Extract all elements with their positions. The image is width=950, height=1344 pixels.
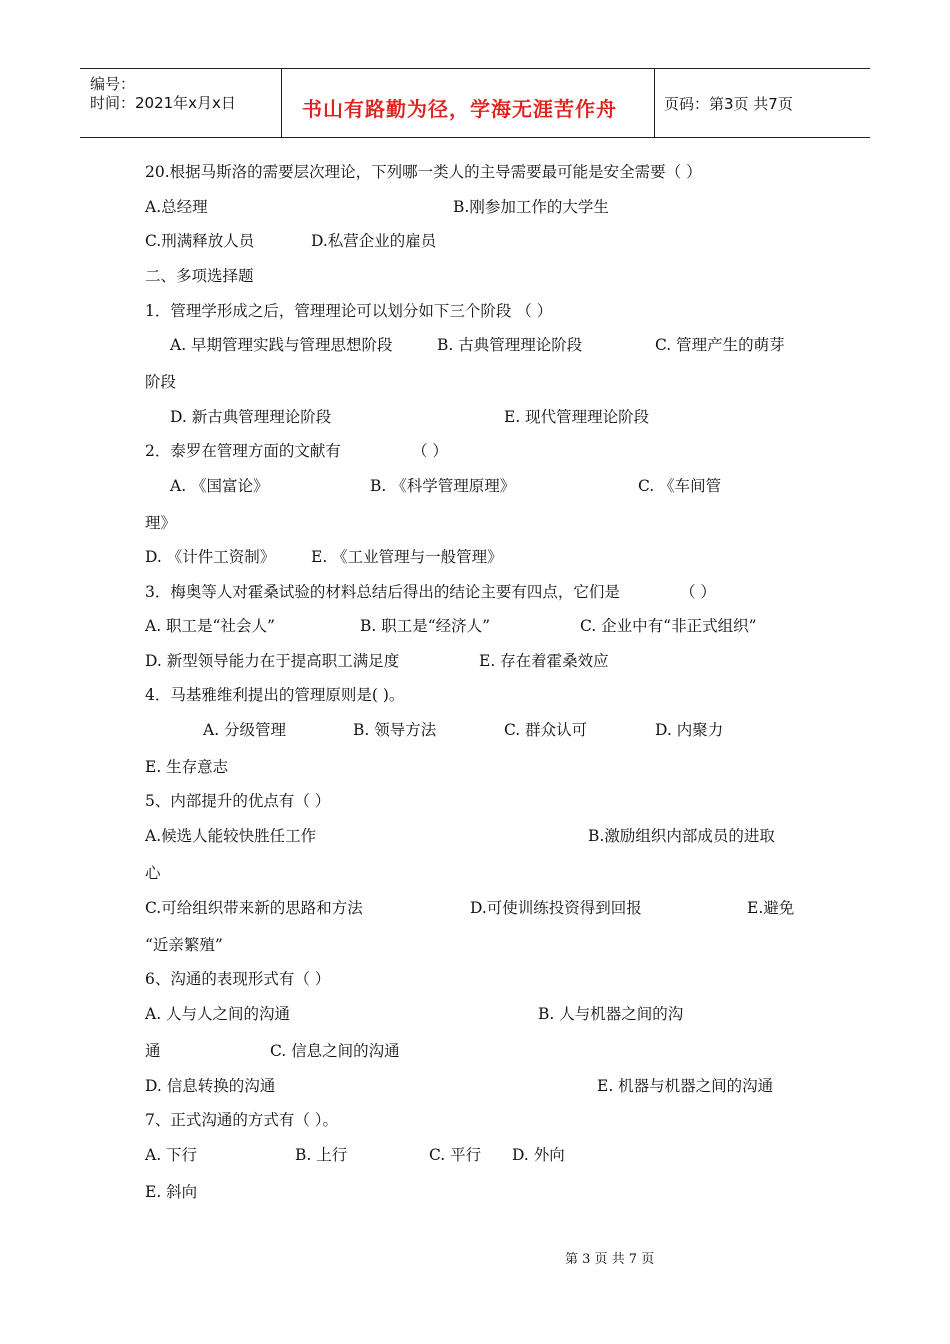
page-footer: 第 3 页 共 7 页 xyxy=(565,1252,655,1267)
section-heading-multiple-choice: 二、多项选择题 xyxy=(145,267,254,285)
q1-option-c-continued: 阶段 xyxy=(145,373,177,391)
q4-option-a: A. 分级管理 xyxy=(203,721,287,739)
q1-option-a: A. 早期管理实践与管理思想阶段 xyxy=(170,336,393,354)
q3-option-d: D. 新型领导能力在于提高职工满足度 xyxy=(145,652,400,670)
q7-option-c: C. 平行 xyxy=(429,1146,482,1164)
q5-option-b-continued: 心 xyxy=(145,864,161,882)
question-5: 5、内部提升的优点有（ ） xyxy=(145,792,331,810)
header-divider-left xyxy=(281,69,282,137)
q5-option-e: E.避免 xyxy=(747,899,795,917)
q4-option-d: D. 内聚力 xyxy=(655,721,724,739)
q5-option-d: D.可使训练投资得到回报 xyxy=(470,899,642,917)
q5-option-e-continued: “近亲繁殖” xyxy=(145,936,223,954)
q6-option-e: E. 机器与机器之间的沟通 xyxy=(597,1077,774,1095)
q20-option-d: D.私营企业的雇员 xyxy=(311,232,437,250)
q6-option-a: A. 人与人之间的沟通 xyxy=(145,1005,291,1023)
q4-option-e: E. 生存意志 xyxy=(145,758,229,776)
header-divider-right xyxy=(654,69,655,137)
q2-option-e: E. 《工业管理与一般管理》 xyxy=(311,548,503,566)
q20-option-b: B.刚参加工作的大学生 xyxy=(453,198,609,216)
q2-option-a: A. 《国富论》 xyxy=(170,477,269,495)
q6-option-b: B. 人与机器之间的沟 xyxy=(538,1005,684,1023)
q7-option-d: D. 外向 xyxy=(512,1146,565,1164)
q2-option-d: D. 《计件工资制》 xyxy=(145,548,276,566)
question-7: 7、正式沟通的方式有（ ）。 xyxy=(145,1111,339,1129)
q2-option-b: B. 《科学管理原理》 xyxy=(370,477,516,495)
document-time-label: 时间：2021年x月x日 xyxy=(90,94,236,112)
q1-option-b: B. 古典管理理论阶段 xyxy=(437,336,583,354)
q2-option-c-continued: 理》 xyxy=(145,514,177,532)
q20-option-c: C.刑满释放人员 xyxy=(145,232,255,250)
q1-option-c: C. 管理产生的萌芽 xyxy=(655,336,785,354)
q6-option-b-continued: 通 xyxy=(145,1042,161,1060)
q2-answer-blank: （ ） xyxy=(412,442,448,460)
q20-option-a: A.总经理 xyxy=(145,198,208,216)
q3-option-c: C. 企业中有“非正式组织” xyxy=(580,617,757,635)
q5-option-a: A.候选人能较快胜任工作 xyxy=(145,827,317,845)
page-header xyxy=(80,68,870,138)
q5-option-b: B.激励组织内部成员的进取 xyxy=(588,827,775,845)
q3-option-a: A. 职工是“社会人” xyxy=(145,617,275,635)
q1-option-e: E. 现代管理理论阶段 xyxy=(504,408,650,426)
header-motto: 书山有路勤为径，学海无涯苦作舟 xyxy=(302,97,617,121)
q1-option-d: D. 新古典管理理论阶段 xyxy=(170,408,332,426)
q5-option-c: C.可给组织带来新的思路和方法 xyxy=(145,899,363,917)
q3-option-b: B. 职工是“经济人” xyxy=(360,617,491,635)
q7-option-e: E. 斜向 xyxy=(145,1183,198,1201)
question-2: 2．泰罗在管理方面的文献有 xyxy=(145,442,341,460)
q2-option-c: C. 《车间管 xyxy=(638,477,722,495)
q7-option-a: A. 下行 xyxy=(145,1146,198,1164)
q3-option-e: E. 存在着霍桑效应 xyxy=(479,652,609,670)
q3-answer-blank: （ ） xyxy=(680,583,716,601)
question-6: 6、沟通的表现形式有（ ） xyxy=(145,970,331,988)
q4-option-c: C. 群众认可 xyxy=(504,721,588,739)
question-4: 4．马基雅维利提出的管理原则是( )。 xyxy=(145,686,405,704)
document-number-label: 编号： xyxy=(90,75,136,93)
header-page-info: 页码：第3页 共7页 xyxy=(664,95,793,113)
question-3: 3．梅奥等人对霍桑试验的材料总结后得出的结论主要有四点，它们是 xyxy=(145,583,620,601)
q7-option-b: B. 上行 xyxy=(295,1146,348,1164)
question-1: 1．管理学形成之后，管理理论可以划分如下三个阶段 （ ） xyxy=(145,302,553,320)
q4-option-b: B. 领导方法 xyxy=(353,721,437,739)
q6-option-d: D. 信息转换的沟通 xyxy=(145,1077,276,1095)
q6-option-c: C. 信息之间的沟通 xyxy=(270,1042,400,1060)
question-20: 20.根据马斯洛的需要层次理论，下列哪一类人的主导需要最可能是安全需要（ ） xyxy=(145,163,702,181)
